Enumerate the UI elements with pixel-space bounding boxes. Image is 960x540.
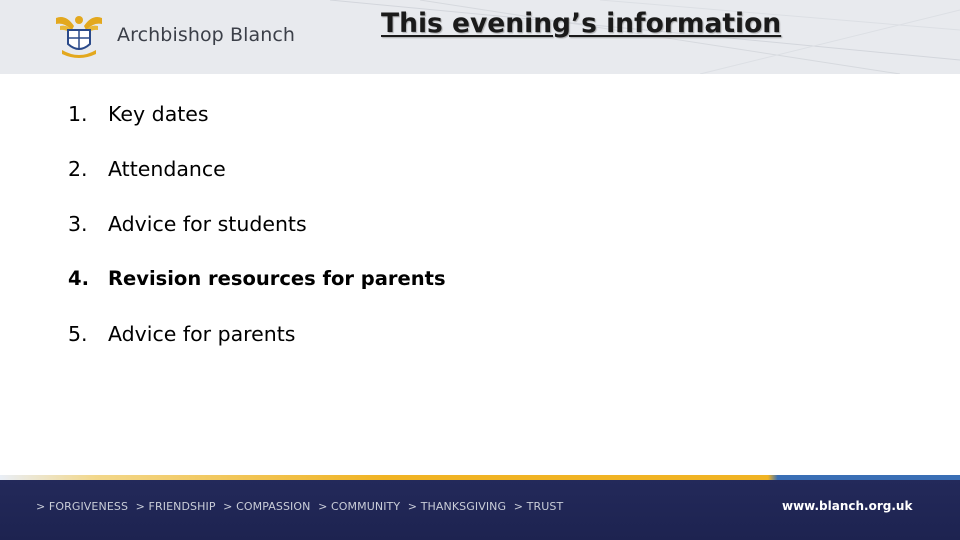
agenda-list <box>68 98 446 373</box>
school-crest-icon <box>52 12 106 60</box>
agenda-item-label: Advice for students <box>108 212 307 236</box>
agenda-item <box>68 98 446 153</box>
agenda-item-number: 1. <box>68 102 88 126</box>
agenda-item-number: 5. <box>68 322 88 346</box>
school-name: Archbishop Blanch <box>117 24 296 46</box>
value-forgiveness: > FORGIVENESS <box>36 500 129 513</box>
agenda-item-highlighted <box>68 263 446 318</box>
agenda-item-label: Revision resources for parents <box>108 267 446 290</box>
agenda-item <box>68 208 446 263</box>
value-compassion: > COMPASSION <box>223 500 311 513</box>
agenda-item-label: Key dates <box>108 102 209 126</box>
value-trust: > TRUST <box>513 500 564 513</box>
value-thanksgiving: > THANKSGIVING <box>407 500 507 513</box>
agenda-item-label: Attendance <box>108 157 226 181</box>
footer-band <box>0 480 960 540</box>
website-url: www.blanch.org.uk <box>782 499 913 513</box>
agenda-item-number: 4. <box>68 267 89 290</box>
agenda-item-number: 3. <box>68 212 88 236</box>
header-band <box>0 0 960 74</box>
value-friendship: > FRIENDSHIP <box>135 500 216 513</box>
agenda-item-number: 2. <box>68 157 88 181</box>
value-community: > COMMUNITY <box>318 500 401 513</box>
agenda-item <box>68 318 446 373</box>
agenda-item-label: Advice for parents <box>108 322 296 346</box>
school-values <box>36 500 567 513</box>
agenda-item <box>68 153 446 208</box>
page-title: This evening’s information <box>381 8 782 39</box>
